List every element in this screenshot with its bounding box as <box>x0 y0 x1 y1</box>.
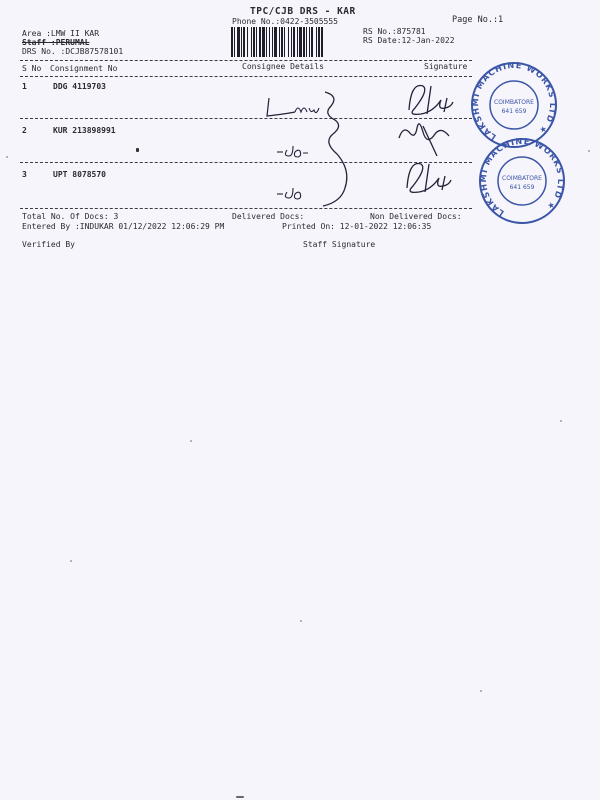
handwritten-consignee-brace <box>255 90 365 210</box>
scan-speck <box>560 420 562 422</box>
svg-text:641 659: 641 659 <box>501 108 527 115</box>
row-consignment: KUR 213898991 <box>53 126 116 135</box>
divider <box>20 60 472 61</box>
col-consignee: Consignee Details <box>242 62 324 71</box>
drs-number: DRS No. :DCJB87578101 <box>22 47 124 56</box>
row-sno: 2 <box>22 126 27 135</box>
row-sno: 1 <box>22 82 27 91</box>
row-consignment: DDG 4119703 <box>53 82 106 91</box>
scan-speck <box>588 150 590 152</box>
scan-speck <box>236 796 244 798</box>
col-signature: Signature <box>424 62 468 71</box>
row-sno: 3 <box>22 170 27 179</box>
col-sno: S No <box>22 64 42 73</box>
divider <box>20 76 472 77</box>
printed-on: Printed On: 12-01-2022 12:06:35 <box>282 222 432 231</box>
rs-date: RS Date:12-Jan-2022 <box>363 36 455 45</box>
scan-speck <box>190 440 192 442</box>
scan-speck <box>70 560 72 562</box>
area-label: Area :LMW II KAR <box>22 29 100 38</box>
scan-speck <box>6 156 8 158</box>
row-consignment: UPT 8078570 <box>53 170 106 179</box>
col-consignment: Consignment No <box>50 64 118 73</box>
svg-text:COIMBATORE: COIMBATORE <box>502 175 542 182</box>
staff-label: Staff :PERUMAL <box>22 38 90 47</box>
staff-signature: Staff Signature <box>303 240 376 249</box>
non-delivered-docs: Non Delivered Docs: <box>370 212 462 221</box>
barcode <box>231 27 356 57</box>
svg-text:641 659: 641 659 <box>509 184 535 191</box>
delivered-docs: Delivered Docs: <box>232 212 305 221</box>
scan-speck <box>300 620 302 622</box>
scan-speck <box>480 690 482 692</box>
verified-by: Verified By <box>22 240 75 249</box>
svg-text:LAKSHMI MACHINE WORKS LTD ★: LAKSHMI MACHINE WORKS LTD ★ <box>477 135 567 219</box>
company-seal-stamp <box>476 136 568 226</box>
svg-text:LAKSHMI MACHINE WORKS LTD ★: LAKSHMI MACHINE WORKS LTD ★ <box>469 59 559 143</box>
document-title: TPC/CJB DRS - KAR <box>250 6 356 17</box>
rs-number: RS No.:875781 <box>363 27 426 36</box>
phone-number: Phone No.:0422-3505555 <box>232 17 338 26</box>
total-docs: Total No. Of Docs: 3 <box>22 212 119 221</box>
scan-speck <box>136 148 139 152</box>
entered-by: Entered By :INDUKAR 01/12/2022 12:06:29 PM <box>22 222 225 231</box>
page-number: Page No.:1 <box>452 15 504 25</box>
svg-text:COIMBATORE: COIMBATORE <box>494 99 534 106</box>
